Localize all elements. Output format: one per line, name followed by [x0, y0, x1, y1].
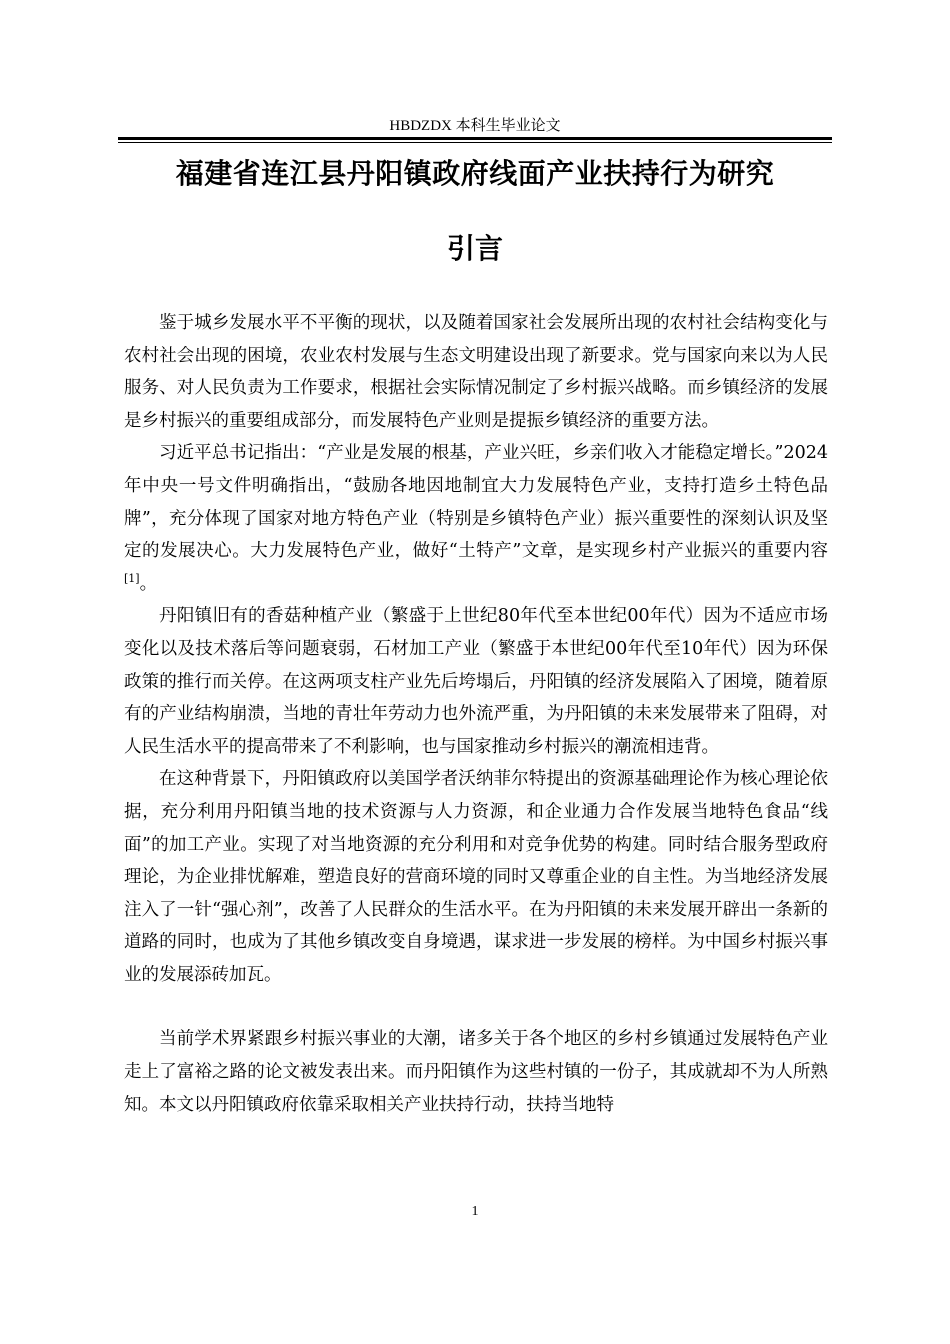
section-heading-introduction: 引言 — [446, 232, 503, 265]
paragraph-1: 鉴于城乡发展水平不平衡的现状，以及随着国家社会发展所出现的农村社会结构变化与农村社会出现的困境，农业农村发展与生态文明建设出现了新要求。党与国家向来以为人民服务、对人民负责为工作要求，根据社会实际情况制定了乡村振兴战略。而乡镇经济的发展是乡村振兴的重要组成部分，而发展特色产业则是提振乡镇经济的重要方法。 — [124, 313, 828, 431]
thesis-title: 福建省连江县丹阳镇政府线面产业扶持行为研究 — [175, 157, 775, 190]
body-text — [124, 307, 828, 1121]
paragraph-2-end: 。 — [139, 573, 158, 594]
paragraph-3: 丹阳镇旧有的香菇种植产业（繁盛于上世纪80年代至本世纪00年代）因为不适应市场变化以及技术落后等问题衰弱，石材加工产业（繁盛于本世纪00年代至10年代）因为环保政策的推行而关停。在这两项支柱产业先后垮塌后，丹阳镇的经济发展陷入了困境，随着原有的产业结构崩溃，当地的青壮年劳动力也外流严重，为丹阳镇的未来发展带来了阻碍，对人民生活水平的提高带来了不利影响，也与国家推动乡村振兴的潮流相违背。 — [124, 606, 828, 757]
running-header: HBDZDX 本科生毕业论文 — [389, 118, 561, 134]
citation-1: [1] — [124, 571, 140, 585]
page-number: 1 — [471, 1204, 479, 1219]
paragraph-5: 当前学术界紧跟乡村振兴事业的大潮，诸多关于各个地区的乡村乡镇通过发展特色产业走上了富裕之路的论文被发表出来。而丹阳镇作为这些村镇的一份子，其成就却不为人所熟知。本文以丹阳镇政府依靠采取相关产业扶持行动，扶持当地特 — [124, 1029, 828, 1115]
paragraph-2 — [124, 437, 828, 600]
header-rule-thin — [118, 142, 832, 143]
paragraph-4: 在这种背景下，丹阳镇政府以美国学者沃纳菲尔特提出的资源基础理论作为核心理论依据，充分利用丹阳镇当地的技术资源与人力资源，和企业通力合作发展当地特色食品“线面”的加工产业。实现了对当地资源的充分利用和对竞争优势的构建。同时结合服务型政府理论，为企业排忧解难，塑造良好的营商环境的同时又尊重企业的自主性。为当地经济发展注入了一针“强心剂”，改善了人民群众的生活水平。在为丹阳镇的未来发展开辟出一条新的道路的同时，也成为了其他乡镇改变自身境遇，谋求进一步发展的榜样。为中国乡村振兴事业的发展添砖加瓦。 — [124, 769, 828, 985]
header-rule-thick — [118, 137, 832, 140]
paragraph-2-text: 习近平总书记指出：“产业是发展的根基，产业兴旺，乡亲们收入才能稳定增长。”2024年中央一号文件明确指出，“鼓励各地因地制宜大力发展特色产业，支持打造乡土特色品牌”，充分体现了国家对地方特色产业（特别是乡镇特色产业）振兴重要性的深刻认识及坚定的发展决心。大力发展特色产业，做好“土特产”文章，是实现乡村产业振兴的重要内容 — [124, 443, 828, 562]
